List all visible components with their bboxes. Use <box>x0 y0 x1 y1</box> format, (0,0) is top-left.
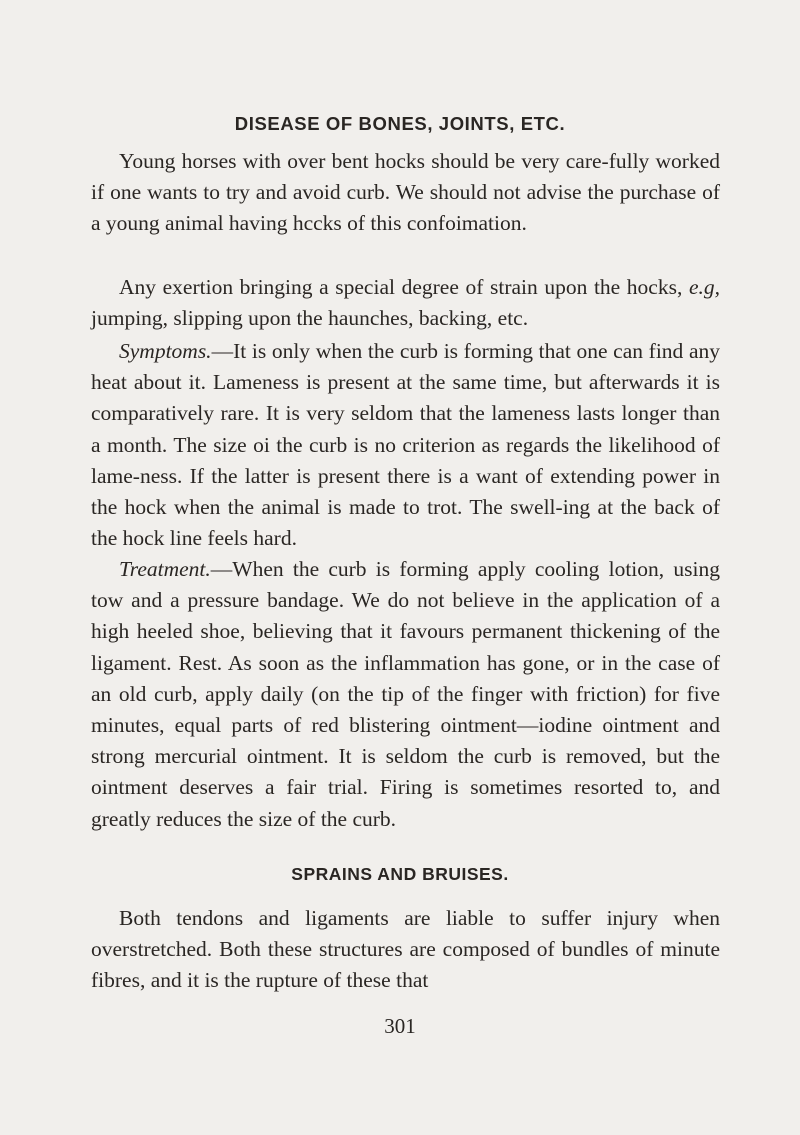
symptoms-label: Symptoms. <box>119 339 212 363</box>
treatment-text: —When the curb is forming apply cooling lotion, using tow and a pressure bandage. We do not believe in the application of a high heeled shoe, believing that it favours permanent thickening of the ligament. Rest. As soon as the inflammation has gone, or in the case of an old curb, apply daily (on the tip of the finger with friction) for five minutes, equal parts of red blistering ointment—iodine ointment and strong mercurial ointment. It is seldom the curb is removed, but the ointment deserves a fair trial. Firing is sometimes resorted to, and greatly reduces the size of the curb. <box>91 557 720 831</box>
paragraph-symptoms <box>91 336 720 554</box>
running-head: DISEASE OF BONES, JOINTS, ETC. <box>234 113 566 134</box>
paragraph-tendons: Both tendons and ligaments are liable to suffer injury when overstretched. Both these structures are composed of bundles of minute fibres, and it is the rupture of these that <box>91 906 720 993</box>
paragraph-treatment <box>91 554 720 835</box>
abbreviation-eg: e.g, <box>688 275 720 299</box>
paragraph-exertion-text-end: jumping, slipping upon the haunches, backing, etc. <box>91 306 529 331</box>
paragraph-young-horses: Young horses with over bent hocks should be very care-fully worked if one wants to try and avoid curb. We should not advise the purchase of a young animal having hccks of this confoimation. <box>91 149 720 236</box>
page-number: 301 <box>384 1014 416 1038</box>
section-heading: SPRAINS AND BRUISES. <box>291 864 509 884</box>
paragraph-exertion <box>91 272 720 334</box>
paragraph-exertion-text-start: Any exertion bringing a special degree of strain upon the hocks, <box>119 275 689 299</box>
symptoms-text: —It is only when the curb is forming that one can find any heat about it. Lameness is present at the same time, but afterwards it is comparatively rare. It is very seldom that the lameness lasts longer than a month. The size oi the curb is no criterion as regards the likelihood of lame-ness. If the latter is present there is a want of extending power in the hock when the animal is made to trot. The swell-ing at the back of the hock line feels hard. <box>91 339 720 551</box>
treatment-label: Treatment. <box>119 557 211 581</box>
